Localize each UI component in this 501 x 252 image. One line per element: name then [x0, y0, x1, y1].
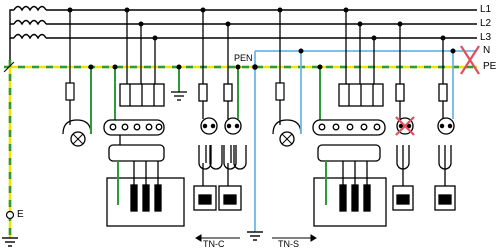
label-n: N	[483, 45, 491, 56]
label-pe: PE	[483, 61, 497, 72]
label-l1: L1	[480, 4, 492, 15]
label-tn-c: TN-C	[203, 239, 225, 249]
ground-symbol-left	[2, 238, 18, 246]
socket-branch-right-2	[435, 38, 455, 210]
earth-terminal	[7, 212, 14, 219]
label-l3: L3	[480, 32, 492, 43]
ground-symbol-mid	[171, 67, 187, 100]
socket-branch-left-2	[219, 24, 246, 210]
transformer-coils	[10, 7, 46, 61]
socket-branch-left-1	[194, 10, 222, 210]
motor-branch-right	[313, 10, 386, 226]
pen-split	[252, 51, 258, 232]
label-pen: PEN	[234, 53, 253, 63]
lamp-branch-left	[63, 10, 91, 146]
motor-branch-left	[104, 10, 184, 226]
label-tn-s: TN-S	[278, 239, 299, 249]
label-e: E	[17, 209, 24, 220]
phase-lines	[46, 10, 477, 38]
lamp-branch-right	[273, 10, 301, 146]
label-l2: L2	[480, 18, 492, 29]
ground-symbol-bottom	[247, 232, 263, 240]
